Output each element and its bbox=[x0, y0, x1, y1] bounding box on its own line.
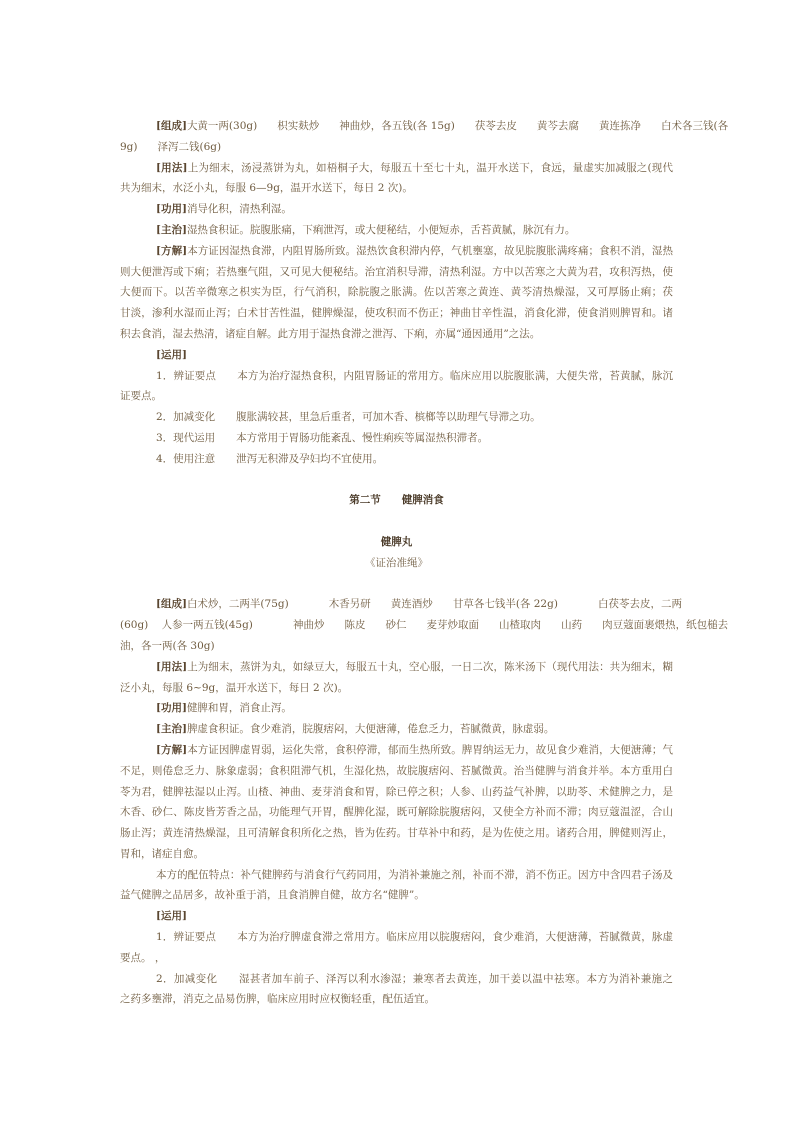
line-text: 益气健脾之品居多，故补重于消，且食消脾自健，故方名“健脾”。 bbox=[120, 889, 425, 902]
application-heading-1 bbox=[120, 345, 673, 366]
line-text: 之药多壅滞，消克之品易伤脾，临床应用时应权衡轻重，配伍适宜。 bbox=[120, 993, 435, 1006]
text-line bbox=[120, 782, 673, 803]
section-label: [组成] bbox=[156, 120, 187, 132]
text-line bbox=[120, 885, 673, 906]
line-text: 1．辨证要点 本方为治疗脾虚食滞之常用方。临床应用以脘腹痞闷，食少难消，大便溏薄，苔腻微黄，脉虚 bbox=[156, 931, 673, 944]
line-text: 2．加减变化 腹胀满较甚，里急后重者，可加木香、槟榔等以助理气导滞之功。 bbox=[156, 411, 541, 424]
line-text: 泛小丸，每服 6~9g，温开水送下，每日 2 次)。 bbox=[120, 681, 349, 694]
application-item bbox=[120, 407, 673, 428]
text-line bbox=[120, 594, 682, 615]
application-heading-2 bbox=[120, 906, 673, 927]
spacer bbox=[120, 511, 673, 532]
line-text: 木香、砂仁、陈皮皆芳香之品，功能理气开胃，醒脾化湿，既可解除脘腹痞闷，又使全方补而不滞；肉豆蔻温涩，合山 bbox=[120, 806, 673, 819]
line-text: 本方的配伍特点：补气健脾药与消食行气药同用，为消补兼施之剂，补而不滞，消不伤正。因方中含四君子汤及 bbox=[156, 868, 673, 881]
section-label: [主治] bbox=[156, 223, 187, 236]
composition-2 bbox=[120, 594, 729, 656]
compatibility-note bbox=[120, 865, 673, 907]
usage-2 bbox=[120, 657, 673, 699]
text-line bbox=[120, 137, 673, 158]
text-line bbox=[120, 158, 673, 179]
analysis-2 bbox=[120, 740, 673, 865]
line-text: 甘淡，渗利水湿而止泻；白术甘苦性温，健脾燥湿，使攻积而不伤正；神曲甘辛性温，消食化滞，使食消则脾胃和。诸 bbox=[120, 307, 673, 320]
section-label: [方解] bbox=[156, 244, 188, 257]
text-line bbox=[120, 761, 673, 782]
line-text: 上为细末，蒸饼为丸，如绿豆大，每服五十丸，空心服，一日二次，陈米汤下（现代用法：共为细末，糊 bbox=[187, 660, 673, 673]
text-line bbox=[120, 428, 673, 449]
line-text: 健脾和胃，消食止泻。 bbox=[186, 702, 292, 715]
usage-1 bbox=[120, 158, 673, 200]
text-line bbox=[120, 719, 673, 740]
line-text: 白术炒，二两半(75g) 木香另研 黄连酒炒 甘草各七钱半(各 22g) 白茯苓去皮，二两 bbox=[186, 598, 682, 611]
text-line bbox=[120, 366, 673, 387]
section-label: [功用] bbox=[156, 702, 187, 715]
text-line bbox=[120, 802, 673, 823]
text-line bbox=[120, 303, 673, 324]
line-text: 不足，则倦怠乏力、脉象虚弱；食积阻滞气机，生湿化热，故脘腹痞闷、苔腻微黄。治当健脾与消食并举。本方重用白 bbox=[120, 764, 673, 777]
text-line bbox=[120, 823, 673, 844]
line-text: 本方证因湿热食滞，内阻胃肠所致。湿热饮食积滞内停，气机壅塞，故见脘腹胀满疼痛；食积不消，湿热 bbox=[187, 244, 673, 257]
section-label: [用法] bbox=[156, 660, 188, 673]
text-line bbox=[120, 449, 673, 470]
text-line bbox=[120, 116, 729, 137]
text-line bbox=[120, 948, 673, 969]
line-text: 要点。 ， bbox=[120, 951, 166, 964]
text-line bbox=[120, 345, 673, 366]
line-text: 上为细末，汤浸蒸饼为丸，如梧桐子大，每服五十至七十丸，温开水送下，食远，量虚实加减服之(现代 bbox=[187, 161, 673, 174]
document-page bbox=[120, 116, 729, 1010]
text-line bbox=[120, 615, 729, 636]
text-line bbox=[120, 844, 673, 865]
line-text: 苓为君，健脾祛湿以止泻。山楂、神曲、麦芽消食和胃，除已停之积；人参、山药益气补脾，以助苓、术健脾之力，是 bbox=[120, 785, 673, 798]
text-line bbox=[120, 865, 673, 886]
spacer bbox=[120, 574, 673, 595]
function-2 bbox=[120, 698, 673, 719]
line-text: 1．辨证要点 本方为治疗湿热食积，内阻胃肠证的常用方。临床应用以脘腹胀满，大便失常，苔黄腻，脉沉 bbox=[156, 369, 673, 382]
section-label: [主治] bbox=[156, 723, 187, 736]
text-line bbox=[120, 262, 673, 283]
text-line bbox=[120, 657, 673, 678]
text-line bbox=[120, 678, 673, 699]
text-line bbox=[120, 698, 673, 719]
text-line bbox=[120, 220, 673, 241]
line-text: 本方证因脾虚胃弱，运化失常，食积停滞，郁而生热所致。脾胃纳运无力，故见食少难消，大便溏薄；气 bbox=[187, 743, 673, 756]
section-label: [运用] bbox=[156, 348, 187, 361]
line-text: 胃和，诸症自愈。 bbox=[120, 847, 204, 860]
function-1 bbox=[120, 199, 673, 220]
composition-1 bbox=[120, 116, 729, 158]
line-text: 积去食消，湿去热清，诸症自解。此方用于湿热食滞之泄泻、下痢，亦属“通因通用”之法。 bbox=[120, 327, 541, 340]
line-text: 2．加减变化 湿甚者加车前子、泽泻以利水渗湿；兼寒者去黄连，加干姜以温中祛寒。本方为消补兼施之 bbox=[156, 972, 673, 985]
line-text: 3．现代运用 本方常用于胃肠功能紊乱、慢性痢疾等属湿热积滞者。 bbox=[156, 431, 489, 444]
text-line bbox=[120, 636, 673, 657]
line-text: 4．使用注意 泄泻无积滞及孕妇均不宜使用。 bbox=[156, 452, 384, 465]
section-label: [运用] bbox=[156, 910, 187, 923]
section-heading: 第二节 健脾消食 bbox=[349, 494, 444, 507]
text-line bbox=[120, 324, 673, 345]
indication-1 bbox=[120, 220, 673, 241]
line-text: 共为细末，水泛小丸，每服 6—9g，温开水送下，每日 2 次)。 bbox=[120, 182, 413, 195]
line-text: (60g) 人参一两五钱(45g) 神曲炒 陈皮 砂仁 麦芽炒取面 山楂取肉 山药 肉豆蔻面裹煨热，纸包槌去 bbox=[120, 619, 729, 632]
application-item bbox=[120, 366, 673, 408]
application-item bbox=[120, 428, 673, 449]
section-label: [方解] bbox=[156, 743, 188, 756]
formula-source: 《证治准绳》 bbox=[365, 556, 428, 569]
line-text: 油，各一两(各 30g) bbox=[120, 639, 215, 652]
text-line bbox=[120, 386, 673, 407]
line-text: 脾虚食积证。食少难消，脘腹痞闷，大便溏薄，倦怠乏力，苔腻微黄，脉虚弱。 bbox=[186, 723, 555, 736]
formula-title: 健脾丸 bbox=[380, 535, 413, 548]
line-text: 则大便泄泻或下痢；若热壅气阻，又可见大便秘结。治宜消积导滞，清热利湿。方中以苦寒之大黄为君，攻积泻热，使 bbox=[120, 265, 673, 278]
section-label: [用法] bbox=[156, 161, 188, 174]
text-line bbox=[120, 740, 673, 761]
analysis-1 bbox=[120, 241, 673, 345]
text-line bbox=[120, 199, 673, 220]
application-item bbox=[120, 927, 673, 969]
text-line bbox=[120, 407, 673, 428]
line-text: 9g) 泽泻二钱(6g) bbox=[120, 140, 222, 153]
text-line bbox=[120, 241, 673, 262]
text-line bbox=[120, 906, 673, 927]
section-label: [组成] bbox=[156, 598, 187, 611]
text-line bbox=[120, 969, 673, 990]
application-item bbox=[120, 969, 673, 1011]
application-item bbox=[120, 449, 673, 470]
spacer bbox=[120, 470, 673, 491]
line-text: 肠止泻；黄连清热燥湿，且可清解食积所化之热，皆为佐药。甘草补中和药，是为佐使之用。诸药合用，脾健则泻止， bbox=[120, 827, 673, 840]
text-line bbox=[120, 989, 673, 1010]
text-line bbox=[120, 178, 673, 199]
line-text: 大黄一两(30g) 枳实麸炒 神曲炒，各五钱(各 15g) 茯苓去皮 黄芩去腐 黄连拣净 白术各三钱(各 bbox=[186, 120, 729, 132]
indication-2 bbox=[120, 719, 673, 740]
section-label: [功用] bbox=[156, 203, 187, 216]
text-line bbox=[120, 282, 673, 303]
line-text: 消导化积，清热利湿。 bbox=[186, 203, 292, 216]
line-text: 湿热食积证。脘腹胀痛，下痢泄泻，或大便秘结，小便短赤，舌苔黄腻，脉沉有力。 bbox=[186, 223, 576, 236]
line-text: 证要点。 bbox=[120, 390, 162, 403]
text-line bbox=[120, 927, 673, 948]
line-text: 大便而下。以苦辛微寒之枳实为臣，行气消积，除脘腹之胀满。佐以苦寒之黄连、黄芩清热燥湿，又可厚肠止痢；茯 bbox=[120, 286, 673, 299]
